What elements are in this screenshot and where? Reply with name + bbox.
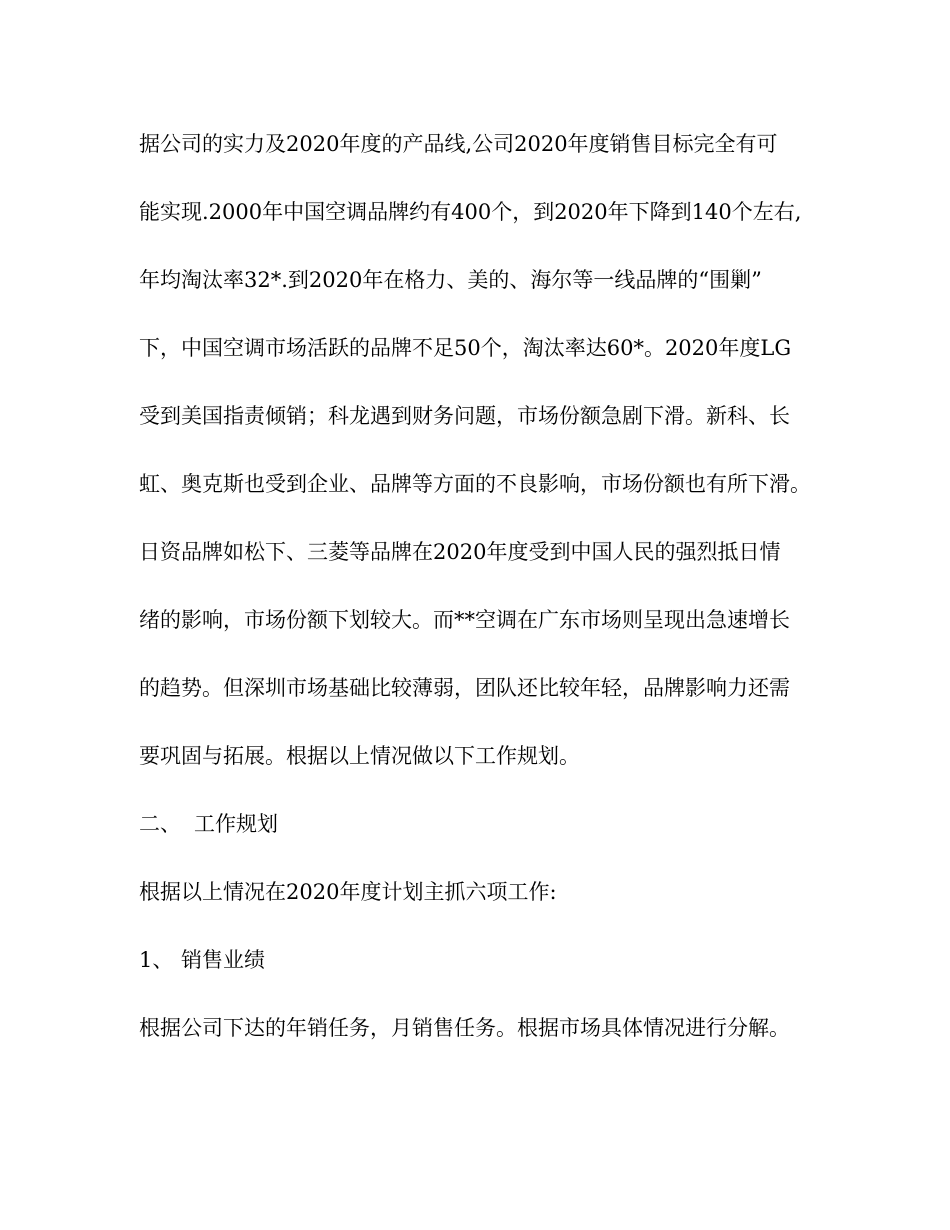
paragraph-line-8: 绪的影响，市场份额下划较大。而**空调在广东市场则呈现出急速增长	[139, 608, 790, 632]
item-body-line: 根据公司下达的年销任务，月销售任务。根据市场具体情况进行分解。	[139, 1016, 790, 1040]
section-heading-title: 工作规划	[194, 812, 278, 836]
item-heading-title: 销售业绩	[181, 948, 265, 972]
paragraph-line-3: 年均淘汰率32*.到2020年在格力、美的、海尔等一线品牌的“围剿”	[139, 268, 762, 292]
paragraph-line-1: 据公司的实力及2020年度的产品线,公司2020年度销售目标完全有可	[139, 132, 778, 156]
paragraph-line-7: 日资品牌如松下、三菱等品牌在2020年度受到中国人民的强烈抵日情	[139, 540, 781, 564]
paragraph-line-10: 要巩固与拓展。根据以上情况做以下工作规划。	[139, 744, 580, 768]
section-heading-number: 二、	[139, 812, 181, 836]
item-heading	[139, 946, 265, 974]
paragraph-line-5: 受到美国指责倾销；科龙遇到财务问题，市场份额急剧下滑。新科、长	[139, 404, 790, 428]
paragraph-line-4: 下，中国空调市场活跃的品牌不足50个，淘汰率达60*。2020年度LG	[139, 336, 792, 360]
item-heading-number: 1、	[139, 948, 174, 972]
paragraph-line-9: 的趋势。但深圳市场基础比较薄弱，团队还比较年轻，品牌影响力还需	[139, 676, 790, 700]
paragraph-line-6: 虹、奥克斯也受到企业、品牌等方面的不良影响，市场份额也有所下滑。	[139, 472, 811, 496]
section-heading	[139, 810, 278, 838]
paragraph-line-2: 能实现.2000年中国空调品牌约有400个，到2020年下降到140个左右,	[139, 200, 802, 224]
intro-line: 根据以上情况在2020年度计划主抓六项工作:	[139, 880, 557, 904]
